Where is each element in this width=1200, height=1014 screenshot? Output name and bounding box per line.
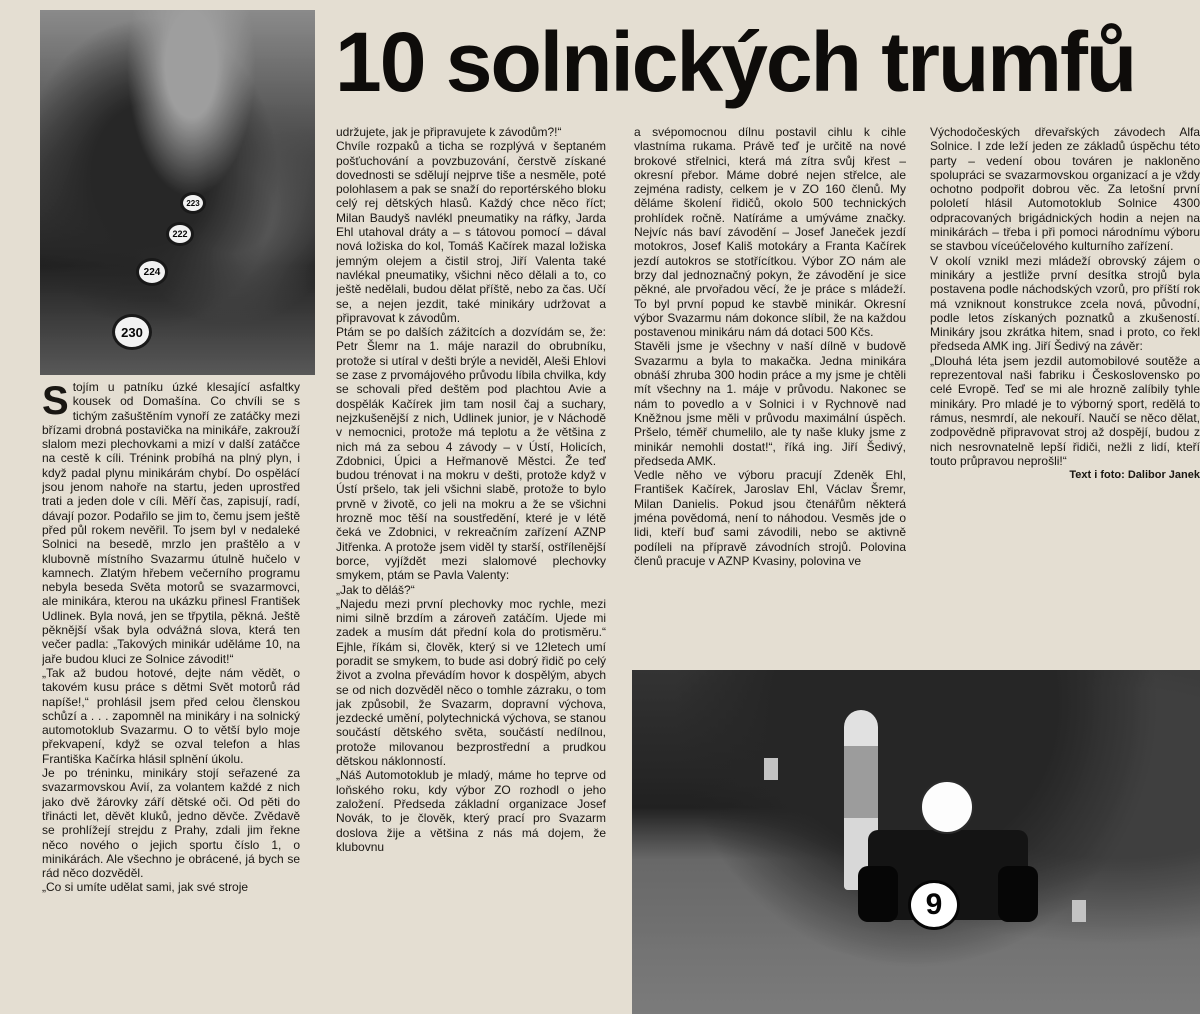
slalom-can (764, 758, 778, 780)
kart-number-plate: 9 (908, 880, 960, 930)
article-column-2 (336, 125, 606, 1013)
photo-karts-lineup (40, 10, 315, 375)
photo-child-racing-kart (632, 670, 1200, 1014)
paragraph: V okolí vznikl mezi mládeží obrovský zájem o minikáry a jestliže první desítka strojů byla postavena podle náchodských vzorů, pro příští rok má vzniknout konstrukce zcela nová, původní, podle letos získaných poznatků a zkušeností. Minikáry jsou zkrátka hitem, snad i proto, co řekl předseda AMK ing. Jiří Šedivý na závěr: (930, 253, 1200, 354)
paragraph: „Co si umíte udělat sami, jak své stroje (42, 880, 249, 895)
slalom-can (1072, 900, 1086, 922)
headline: 10 solnických trumfů (335, 15, 1136, 109)
article-column-1 (42, 380, 300, 1008)
kart-wheel (998, 866, 1038, 922)
kart-number-plate: 230 (112, 314, 152, 350)
paragraph: Vedle něho ve výboru pracují Zdeněk Ehl, František Kačírek, Jaroslav Ehl, Václav Šremr, Milan Danielis. Pokud jsou čtenářům některá jména povědomá, není to náhodou. Vesměs jde o lidi, kteří buď sami závodili, nebo se aktivně podíleli na přípravě závodních strojů. Polovina členů pracuje v AZNP Kvasiny, polovina ve (634, 468, 906, 568)
helmet (920, 780, 974, 834)
paragraph: „Tak až budou hotové, dejte nám vědět, o takovém kusu práce s dětmi Svět motorů rád napíše!,“ prohlásil jsem před celou členskou schůzí a . . . zapomněl na minikáry i na solnický automotoklub Svazarmu. O to větší bylo moje překvapení, když se ozval telefon a hlas Františka Kačírka hlásil splnění úkolu. (42, 665, 300, 766)
kart-number-plate: 224 (136, 258, 168, 286)
paragraph: Východočeských dřevařských závodech Alfa Solnice. I zde leží jeden ze základů úspěchu této party – vedení obou továren je nakloněno spolupráci se svazarmovskou organizací a je vždy ochotno podpořit dobrou věc. Za letošní první pololetí hlásil Automotoklub Solnice 4300 odpracovaných brigádnických hodin a nejen na minikárách – třeba i při pomoci národnímu výboru se stavbou víceúčelového kulturního zařízení. (930, 125, 1200, 254)
article-column-4 (930, 125, 1200, 705)
paragraph: Stavěli jsme je všechny v naší dílně v budově Svazarmu a byla to makačka. Jedna minikára obnáší zhruba 300 hodin práce a my jsme je chtěli mít všechny na 1. máje v průvodu. Nakonec se nám to povedlo a v Solnici i v Rychnově nad Kněžnou jsme měli v průvodu maximální úspěch. Pršelo, téměř chumelilo, ale ty naše kluky jsme z minikár nemohli dostat!“, říká ing. Jiří Šedivý, předseda AMK. (634, 339, 906, 468)
paragraph: udržujete, jak je připravujete k závodům?!“ (336, 125, 562, 139)
paragraph: „Náš Automotoklub je mladý, máme ho teprve od loňského roku, kdy výbor ZO rozhodl o jeho založení. Předseda základní organizace Josef Novák, to je člověk, který prací pro Svazarm doslova žije a většina z nás má dojem, že klubovnu (336, 768, 606, 854)
paragraph: „Najedu mezi první plechovky moc rychle, mezi nimi silně brzdím a zároveň zatáčím. Ujede mi zadek a musím dát přední kola do protisměru.“ Ejhle, říkám si, člověk, který si ve 12letech umí poradit se smykem, to bude asi dobrý řidič po celý život a zvolna převádím hovor k dospělým, abych se od nich dozvěděl něco o tomhle zázraku, o tom jak způsobil, že Svazarm, dopravní výchova, jezdecké umění, polytechnická výchova, se stanou součástí dětského světa, součástí nedílnou, protože milovanou bezprostřední a prudkou dětskou náklonností. (336, 596, 606, 769)
paragraph: „Jak to děláš?“ (336, 582, 415, 597)
paragraph: Ptám se po dalších zážitcích a dozvídám se, že: Petr Šlemr na 1. máje narazil do obrubníku, protože si utíral v dešti brýle a neviděl, Aleši Ehlovi se zase z prvomájového průvodu líbila chvilka, kdy se schovali před deštěm pod plachtou Avie a dospělák Kačírek jim tam nosil čaj a suchary, nejzkušenější z nich, Udlinek junior, je v Náchodě v nemocnici, protože má teplotu a že většina z nich má za sebou 4 závody – v Ústí, Holicích, Zdobnici, Úpici a Heřmanově Městci. Že teď budou trénovat i na mokru v dešti, protože když v Ústí pršelo, tak jeli všichni slabě, protože to bylo prvně v životě, co jeli na mokru a že se všichni hrozně moc těší na soustředění, které je v létě čeká ve Zdobnici, v rekreačním zařízení AZNP Jitřenka. A protože jsem viděl ty starší, ostřílenější borce, vyjíždět mezi slalomové plechovky smykem, ptám se Pavla Valenty: (336, 325, 606, 583)
paragraph: „Dlouhá léta jsem jezdil automobilové soutěže a reprezentoval naši fabriku i Československo po celé Evropě. Teď se mi ale hrozně zalíbily tyhle minikáry. Pro mladé je to výborný sport, redělá to rámus, nesmrdí, ale nekouří. Naučí se něco dělat, zodpovědně připravovat stroj až dospějí, budou z nich nesrovnatelně lepší řidiči, nežli z lidí, kteří touto průpravou neprošli!“ (930, 353, 1200, 468)
kart-number-plate: 223 (180, 192, 206, 214)
kart-number-plate: 222 (166, 222, 194, 246)
kart-wheel (858, 866, 898, 922)
drop-cap: S (42, 380, 69, 423)
paragraph: a svépomocnou dílnu postavil cihlu k cihle vlastníma rukama. Právě teď je určitě na nové brokové střelnici, která má zítra svůj křest – okresní přebor. Máme dobré nejen střelce, ale zejména radisty, celkem je v ZO 160 členů. My děláme školení řidičů, okolo 500 technických prohlídek ročně. Natíráme a umýváme značky. Nejvíc nás baví závodění – Josef Janeček jezdí motokros, Josef Kališ motokáry a Franta Kačírek jezdí autokros se stotřícítkou. Výbor ZO nám ale brzy dal jednoznačný pokyn, že závodění je sice pěkné, ale prvořadou věcí, že je práce s mládeží. To byl první popud ke stavbě minikár. Okresní výbor Svazarmu nám dokonce slíbil, že na každou postavenou minikáru nám dá dotaci 500 Kčs. (634, 125, 906, 340)
paragraph: Je po tréninku, minikáry stojí seřazené za svazarmovskou Avií, za volantem každé z nich jako dvě žárovky září dětské oči. Od pěti do třinácti let, děvět kluků, jedno děvče. Zvědavě se prohlížejí strejdu z Prahy, zdali jim řekne něco nového o jejich sportu číslo 1, o minikárách. Ale všechno je obrácené, já bych se rád něco dozvěděl. (42, 766, 300, 881)
paragraph: Stojím u patníku úzké klesající asfaltky kousek od Domašína. Co chvíli se s tichým zašuštěním vynoří ze zatáčky mezi břízami drobná postavička na minikáře, zakrouží slalom mezi plechovkami a mizí v další zatáčce na cestě k cíli. Trénink probíhá na plný plyn, i když padal plynu minikárám chybí. Do ospělácí jsou jenom nahoře na startu, jeden uprostřed trati a jeden dole v cíli. Měří čas, zapisují, radí, dávají pozor. Podařilo se jim to, čemu jsem ještě před půl rokem nevěřil. To jsem byl v nedaleké Solnici na besedě, mrzlo jen praštělo a v klubovně místního Svazarmu útulně hučelo v kamnech. Zlatým hřebem večerního programu nebyla beseda Světa motorů se svazarmovci, ale minikára, kterou na ukázku přinesl František Udlinek. Byla nová, jen se třpytila, pěkná. Ještě pěknější však byla odvážná slova, která ten večer padla: „Takových minikár uděláme 10, na jaře budou kluci ze Solnice závodit!“ (42, 380, 300, 666)
article-column-3 (634, 125, 906, 665)
paragraph: Chvíle rozpaků a ticha se rozplývá v šeptaném pošťuchování a povzbuzování, čerstvě získané dovednosti se sdělují nejprve tiše a nesměle, poté polohlasem a pak se snaží do reportérského bloku celý rej dětských hlasů. Každý chce něco říct; Milan Baudyš navlékl pneumatiky na ráfky, Jarda Ehl utahoval dráty a – s tátovou pomocí – dával nová ložiska do kol, Tomáš Kačírek mazal ložiska jemným olejem a čistil stroj, Jiří Valenta také navlékal pneumatiky, všichni něco dělali a to, co ještě nedělali, budou dělat příště, nebo za čas. Učí se, a nejen jezdit, také minikáry udržovat a připravovat k závodům. (336, 139, 606, 325)
photo-credit: Text i foto: Dalibor Janek (1069, 469, 1200, 482)
